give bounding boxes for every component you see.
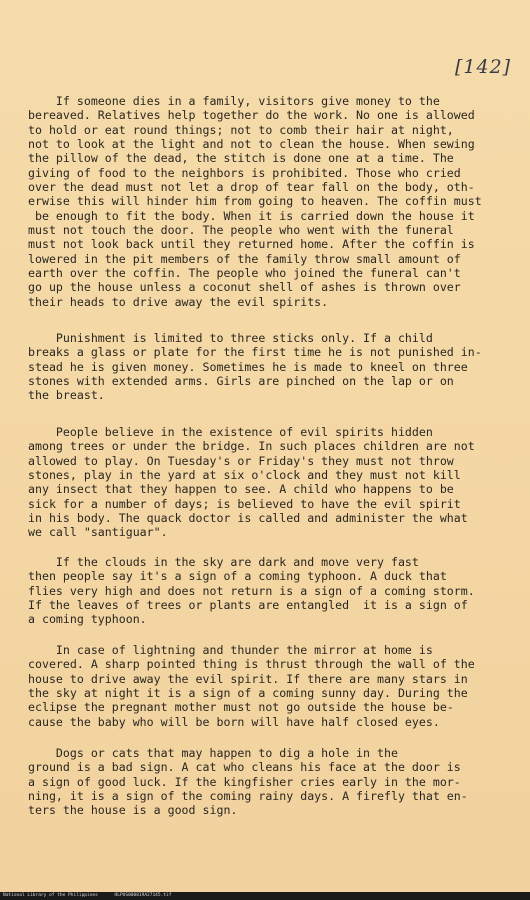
paragraph-typhoon-signs: If the clouds in the sky are dark and move very fast then people say it's a sign of a coming typhoon. A duck that flies very high and does not return is a sign of a coming storm. If the leaves of trees or plants are entangled it is a sign of a coming typhoon. — [28, 555, 475, 627]
paragraph-punishment: Punishment is limited to three sticks only. If a child breaks a glass or plate for the first time he is not punished in- stead he is given money. Sometimes he is made to kneel on three stones with extended arms. Girls are pinched on the lap or on the breast. — [28, 331, 482, 403]
footer-file-name: HLPOS000819A27145.tif — [114, 893, 172, 898]
paragraph-evil-spirits: People believe in the existence of evil spirits hidden among trees or under the bridge. In such places children are not allowed to play. On Tuesday's or Friday's they must not throw stones, play in the yard at six o'clock and they must not kill any insect that they happen to see. A child who happens to be sick for a number of days; is believed to have the evil spirit in his body. The quack doctor is called and administer the what we call "santiguar". — [28, 425, 475, 540]
paragraph-animal-signs: Dogs or cats that may happen to dig a hole in the ground is a bad sign. A cat who cleans his face at the door is a sign of good luck. If the kingfisher cries early in the mor- ning, it is a sign of the coming rainy days. A firefly that en- ters the house is a good sign. — [28, 746, 468, 818]
footer-institution: National Library of the Philippines — [3, 893, 98, 898]
paragraph-lightning-eclipse: In case of lightning and thunder the mirror at home is covered. A sharp pointed thing is thrust through the wall of the house to drive away the evil spirit. If there are many stars in the sky at night it is a sign of a coming sunny day. During the eclipse the pregnant mother must not go outside the house be- cause the baby who will be born will have half closed eyes. — [28, 643, 475, 729]
page-number: [142] — [455, 56, 512, 78]
archive-footer — [0, 892, 530, 900]
paragraph-funeral-customs: If someone dies in a family, visitors give money to the bereaved. Relatives help together do the work. No one is allowed to hold or eat round things; not to comb their hair at night, not to look at the light and not to clean the house. When sewing the pillow of the dead, the stitch is done one at a time. The giving of food to the neighbors is prohibited. Those who cried over the dead must not let a drop of tear fall on the body, oth- erwise this will hinder him from going to heaven. The coffin must be enough to fit the body. When it is carried down the house it must not touch the door. The people who went with the funeral must not look back until they returned home. After the coffin is lowered in the pit members of the family throw small amount of earth over the coffin. The people who joined the funeral can't go up the house unless a coconut shell of ashes is thrown over their heads to drive away the evil spirits. — [28, 94, 482, 309]
